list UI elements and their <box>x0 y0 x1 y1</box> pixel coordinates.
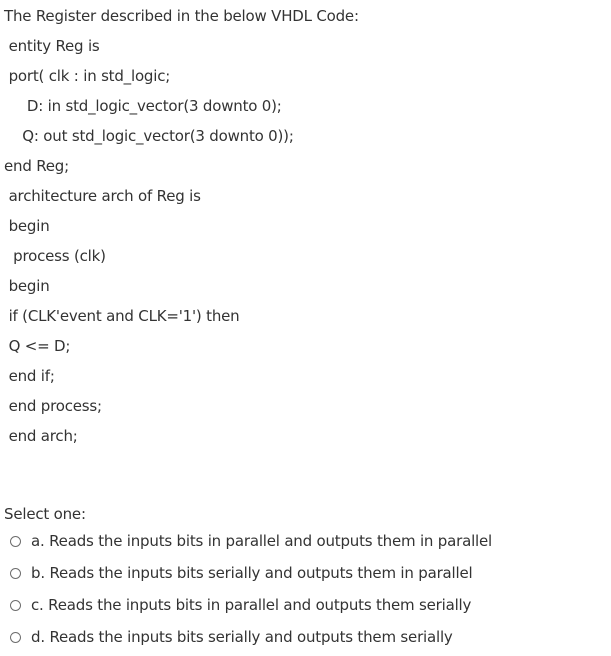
answer-option-c[interactable] <box>10 594 471 616</box>
radio-button-d[interactable] <box>10 632 21 643</box>
answer-option-b[interactable] <box>10 562 472 584</box>
code-line-12: end if; <box>4 367 55 385</box>
question-intro: The Register described in the below VHDL Code: <box>4 7 359 25</box>
code-line-7: begin <box>4 217 50 235</box>
code-line-5: end Reg; <box>4 157 69 175</box>
code-line-4: Q: out std_logic_vector(3 downto 0)); <box>4 127 294 145</box>
code-line-8: process (clk) <box>4 247 106 265</box>
code-line-6: architecture arch of Reg is <box>4 187 201 205</box>
code-line-11: Q <= D; <box>4 337 71 355</box>
answer-label-d[interactable]: d. Reads the inputs bits serially and outputs them serially <box>31 628 453 646</box>
answer-option-a[interactable] <box>10 530 492 552</box>
answer-option-d[interactable] <box>10 626 453 648</box>
code-line-9: begin <box>4 277 50 295</box>
code-line-13: end process; <box>4 397 102 415</box>
radio-button-a[interactable] <box>10 536 21 547</box>
radio-button-c[interactable] <box>10 600 21 611</box>
answer-label-a[interactable]: a. Reads the inputs bits in parallel and outputs them in parallel <box>31 532 493 550</box>
code-line-3: D: in std_logic_vector(3 downto 0); <box>4 97 282 115</box>
answer-label-c[interactable]: c. Reads the inputs bits in parallel and outputs them serially <box>31 596 472 614</box>
code-line-1: entity Reg is <box>4 37 100 55</box>
code-line-2: port( clk : in std_logic; <box>4 67 171 85</box>
answer-label-b[interactable]: b. Reads the inputs bits serially and outputs them in parallel <box>31 564 473 582</box>
radio-button-b[interactable] <box>10 568 21 579</box>
code-line-14: end arch; <box>4 427 78 445</box>
select-one-prompt: Select one: <box>4 505 86 523</box>
code-line-10: if (CLK'event and CLK='1') then <box>4 307 240 325</box>
